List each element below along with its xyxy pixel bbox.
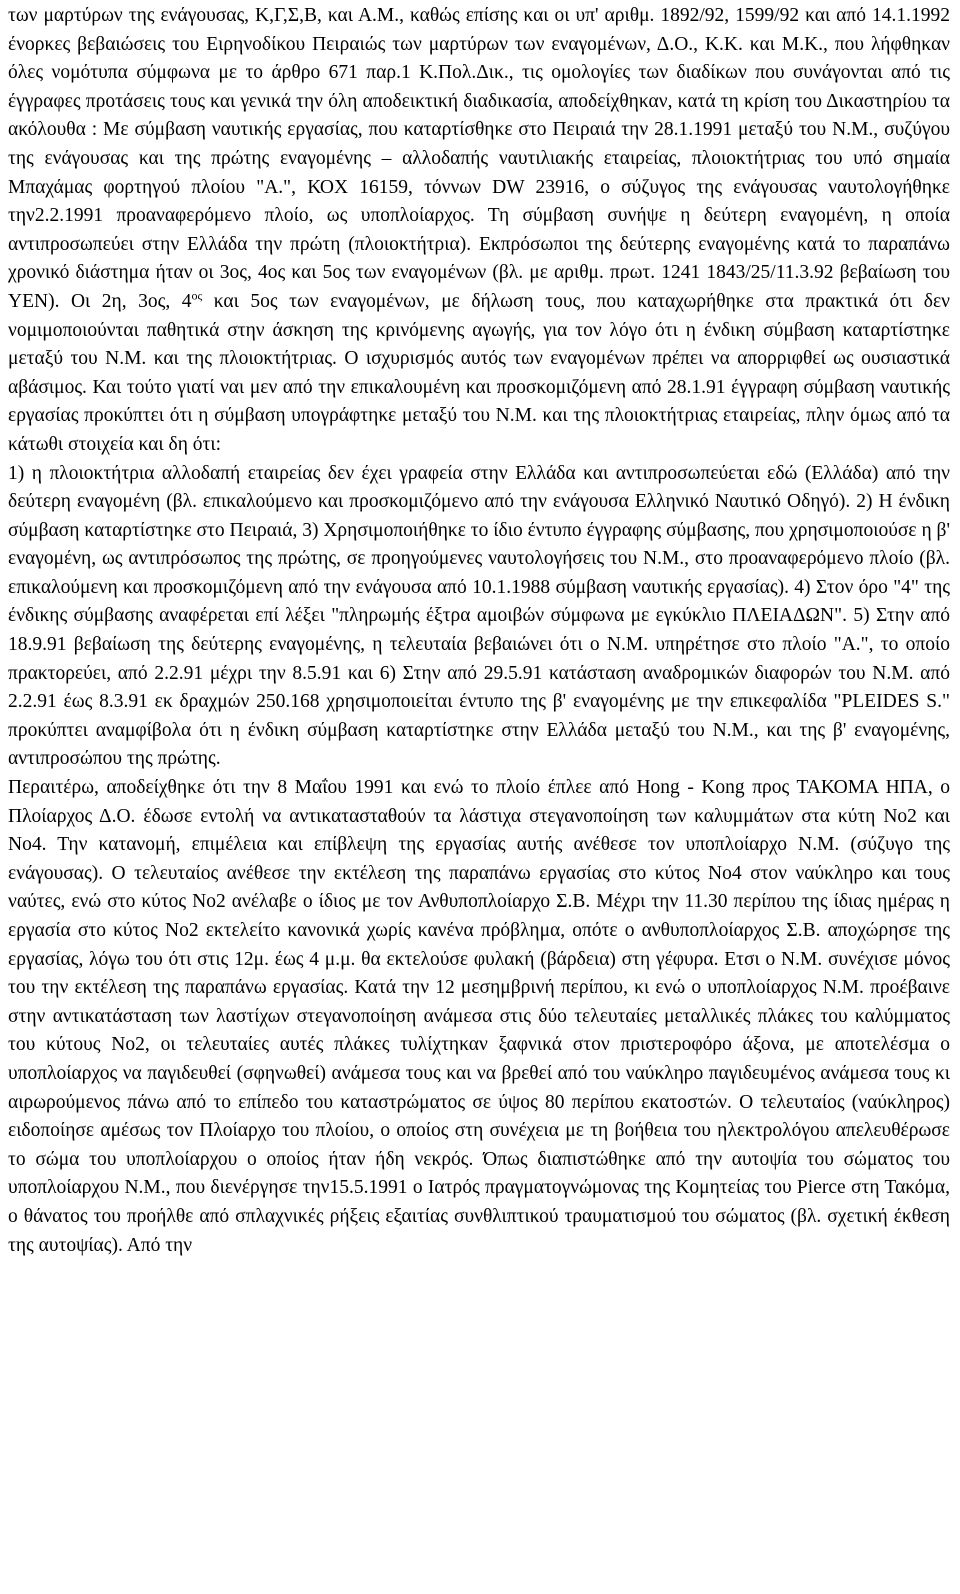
superscript-text: ος <box>191 288 203 303</box>
body-paragraph <box>8 2 950 460</box>
body-paragraph <box>8 460 950 775</box>
paragraph-text: 1) η πλοιοκτήτρια αλλοδαπή εταιρείας δεν έχει γραφεία στην Ελλάδα και αντιπροσωπεύεται εδώ (Ελλάδα) από την δεύτερη εναγομένη (βλ. επικαλούμενο και προσκομιζόμενο από την ενάγουσα Ελληνικό Ναυτικό Οδηγό). 2) Η ένδικη σύμβαση καταρτίστηκε στο Πειραιά, 3) Χρησιμοποιήθηκε το ίδιο έντυπο έγγραφης σύμβασης, που χρησιμοποιούσε η β' εναγομένη, ως αντιπρόσωπος της πρώτης, σε προηγούμενες ναυτολογήσεις του Ν.Μ., στο προαναφερόμενο πλοίο (βλ. επικαλούμενη και προσκομιζόμενη από την ενάγουσα από 10.1.1988 σύμβαση ναυτικής εργασίας). 4) Στον όρο "4" της ένδικης σύμβασης αναφέρεται επί λέξει "πληρωμής έξτρα αμοιβών σύμφωνα με εγκύκλιο ΠΛΕΙΑΔΩΝ". 5) Στην από 18.9.91 βεβαίωση της δεύτερης εναγομένης, η τελευταία βεβαιώνει ότι ο Ν.Μ. υπηρέτησε στο πλοίο "Α.", το οποίο πρακτορεύει, από 2.2.91 μέχρι την 8.5.91 και 6) Στην από 29.5.91 κατάσταση αναδρομικών διαφορών του Ν.Μ. από 2.2.91 έως 8.3.91 εκ δραχμών 250.168 χρησιμοποιείται έντυπο της β' εναγομένης με την επικεφαλίδα "PLEIDES S." προκύπτει αναμφίβολα ότι η ένδικη σύμβαση καταρτίστηκε στην Ελλάδα μεταξύ του Ν.Μ., και της β' εναγομένης, αντιπροσώπου της πρώτης. <box>8 462 950 770</box>
paragraph-text: και 5ος των εναγομένων, με δήλωση τους, που καταχωρήθηκε στα πρακτικά ότι δεν νομιμοποιούνται παθητικά στην άσκηση της κρινόμενης αγωγής, για τον λόγο ότι η ένδικη σύμβαση καταρτίστηκε μεταξύ του Ν.Μ. και της πλοιοκτήτριας. Ο ισχυρισμός αυτός των εναγομένων πρέπει να απορριφθεί ως ουσιαστικά αβάσιμος. Και τούτο γιατί ναι μεν από την επικαλουμένη και προσκομιζόμενη από 28.1.91 έγγραφη σύμβαση ναυτικής εργασίας προκύπτει ότι η σύμβαση υπογράφτηκε μεταξύ του Ν.Μ. και της πλοιοκτήτριας εταιρείας, πλην όμως από τα κάτωθι στοιχεία και δη ότι: <box>8 290 950 455</box>
document-page <box>8 2 950 1260</box>
paragraph-text: Περαιτέρω, αποδείχθηκε ότι την 8 Μαΐου 1991 και ενώ το πλοίο έπλεε από Hong - Kong προς ΤΑΚΟΜΑ ΗΠΑ, ο Πλοίαρχος Δ.Ο. έδωσε εντολή να αντικατασταθούν τα λάστιχα στεγανοποίηση των καλυμμάτων στα κύτη Νο2 και Νο4. Την κατανομή, επιμέλεια και επίβλεψη της εργασίας αυτής ανέθεσε τον υποπλοίαρχο Ν.Μ. (σύζυγο της ενάγουσας). Ο τελευταίος ανέθεσε την εκτέλεση της παραπάνω εργασίας στο κύτος Νο4 στον ναύκληρο και τους ναύτες, ενώ στο κύτος Νο2 ανέλαβε ο ίδιος με τον Ανθυποπλοίαρχο Σ.Β. Μέχρι την 11.30 περίπου της ίδιας ημέρας η εργασία στο κύτος Νο2 εκτελείτο κανονικά χωρίς κανένα πρόβλημα, οπότε ο ανθυποπλοίαρχος Σ.Β. αποχώρησε της εργασίας, λόγω του ότι στις 12μ. έως 4 μ.μ. θα εκτελούσε φυλακή (βάρδεια) στη γέφυρα. Ετσι ο Ν.Μ. συνέχισε μόνος του την εκτέλεση της παραπάνω εργασίας. Κατά την 12 μεσημβρινή περίπου, κι ενώ ο υποπλοίαρχος Ν.Μ. προέβαινε στην αντικατάσταση των λαστίχων στεγανοποίηση ανάμεσα στις δύο τελευταίες μεταλλικές πλάκες του καλύμματος του κύτους Νο2, οι τελευταίες αυτές πλάκες τυλίχτηκαν ξαφνικά στον πριστεροφόρο άξονα, με αποτελέσμα ο υποπλοίαρχος να παγιδευθεί (σφηνωθεί) ανάμεσα τους και να βρεθεί από του ναύκληρο παγιδευμένος ανάμεσα τους κι αιρωρούμενος πάνω από το επίπεδο του καταστρώματος σε ύψος 80 περίπου εκατοστών. Ο τελευταίος (ναύκληρος) ειδοποίησε αμέσως τον Πλοίαρχο του πλοίου, ο οποίος στη συνέχεια με τη βοήθεια του ηλεκτρολόγου απελευθέρωσε το σώμα του υποπλοίαρχου ο οποίος ήταν ήδη νεκρός. Όπως διαπιστώθηκε από την αυτοψία του σώματος του υποπλοίαρχου Ν.Μ., που διενέργησε την15.5.1991 ο Ιατρός πραγματογνώμονας της Κομητείας του Pierce στη Τακόμα, ο θάνατος του προήλθε από σπλαχνικές ρήξεις εξαιτίας συνθλιπτικού τραυματισμού του σώματος (βλ. σχετική έκθεση της αυτοψίας). Από την <box>8 777 950 1256</box>
paragraph-text: των μαρτύρων της ενάγουσας, Κ,Γ,Σ,Β, και Α.Μ., καθώς επίσης και οι υπ' αριθμ. 1892/92, 1599/92 και από 14.1.1992 ένορκες βεβαιώσεις του Ειρηνοδίκου Πειραιώς των μαρτύρων των εναγομένων, Δ.Ο., Κ.Κ. και Μ.Κ., που λήφθηκαν όλες νομότυπα σύμφωνα με το άρθρο 671 παρ.1 Κ.Πολ.Δικ., τις ομολογίες των διαδίκων που συνάγονται από τις έγγραφες προτάσεις τους και γενικά την όλη αποδεικτική διαδικασία, αποδείχθηκαν, κατά τη κρίση του Δικαστηρίου τα ακόλουθα : Με σύμβαση ναυτικής εργασίας, που καταρτίσθηκε στο Πειραιά την 28.1.1991 μεταξύ του Ν.Μ., συζύγου της ενάγουσας και της πρώτης εναγομένης – αλλοδαπής ναυτιλιακής εταιρείας, πλοιοκτήτριας του υπό σημαία Μπαχάμας φορτηγού πλοίου "Α.", ΚΟΧ 16159, τόννων DW 23916, ο σύζυγος της ενάγουσας ναυτολογήθηκε την2.2.1991 προαναφερόμενο πλοίο, ως υποπλοίαρχος. Τη σύμβαση συνήψε η δεύτερη εναγομένη, η οποία αντιπροσωπεύει στην Ελλάδα την πρώτη (πλοιοκτήτρια). Εκπρόσωποι της δεύτερης εναγομένης κατά το παραπάνω χρονικό διάστημα ήταν οι 3ος, 4ος και 5ος των εναγομένων (βλ. με αριθμ. πρωτ. 1241 1843/25/11.3.92 βεβαίωση του ΥΕΝ). Οι 2η, 3ος, 4 <box>8 5 950 312</box>
body-paragraph <box>8 774 950 1260</box>
